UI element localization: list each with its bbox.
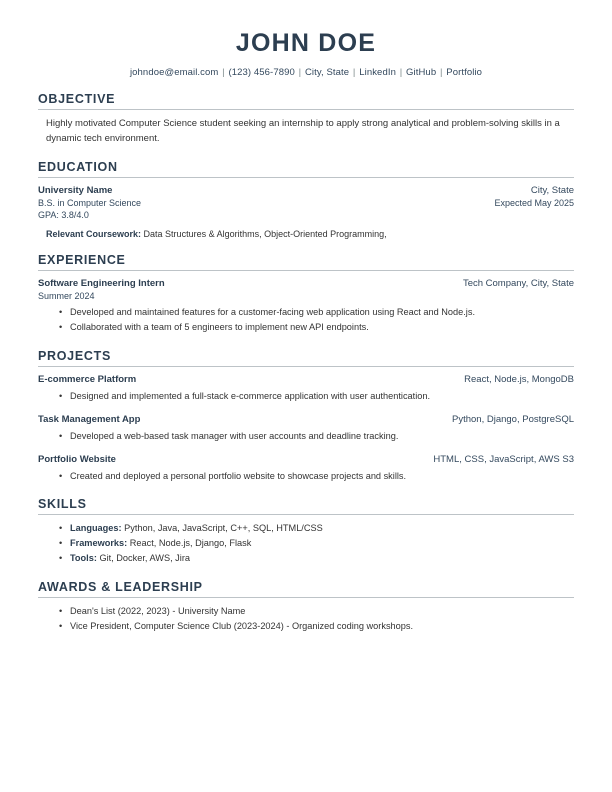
section-title-projects: PROJECTS — [38, 349, 574, 367]
list-item: • Vice President, Computer Science Club (2023-2024) - Organized coding workshops. — [70, 620, 574, 634]
experience-date: Summer 2024 — [38, 291, 95, 302]
section-skills — [38, 497, 574, 565]
section-awards — [38, 580, 574, 634]
skill-label: Tools: — [70, 553, 97, 564]
project-entry — [38, 454, 574, 484]
education-gpa: GPA: 3.8/4.0 — [38, 210, 89, 221]
education-school: University Name — [38, 185, 113, 197]
education-location: City, State — [530, 185, 574, 197]
list-item — [70, 522, 574, 536]
section-title-objective: OBJECTIVE — [38, 92, 574, 110]
contact-separator: | — [298, 67, 302, 78]
contact-separator: | — [439, 67, 443, 78]
project-tech: HTML, CSS, JavaScript, AWS S3 — [433, 453, 574, 465]
project-header-row — [38, 374, 574, 385]
contact-portfolio-link[interactable]: Portfolio — [446, 67, 483, 78]
contact-phone: (123) 456-7890 — [228, 67, 295, 78]
contact-separator: | — [399, 67, 403, 78]
contact-linkedin-link[interactable]: LinkedIn — [359, 67, 396, 78]
project-tech: Python, Django, PostgreSQL — [452, 413, 574, 425]
skill-label: Languages: — [70, 523, 122, 534]
list-item: • Designed and implemented a full-stack e-commerce application with user authentication. — [70, 390, 574, 404]
skill-value: React, Node.js, Django, Flask — [129, 538, 252, 549]
experience-entry — [38, 278, 574, 335]
contact-github-link[interactable]: GitHub — [406, 67, 437, 78]
education-coursework — [38, 229, 574, 239]
list-item: • Developed a web-based task manager with user accounts and deadline tracking. — [70, 430, 574, 444]
contact-email[interactable]: johndoe@email.com — [129, 67, 219, 78]
section-education — [38, 160, 574, 239]
list-item: • Collaborated with a team of 5 engineers to implement new API endpoints. — [70, 321, 574, 335]
objective-text: Highly motivated Computer Science student seeking an internship to apply strong analytical and problem-solving skills in a dynamic tech environment. — [46, 118, 560, 144]
list-item — [70, 552, 574, 566]
contact-line — [38, 67, 574, 78]
section-title-education: EDUCATION — [38, 160, 574, 178]
project-name: Portfolio Website — [38, 453, 116, 465]
project-name: E-commerce Platform — [38, 374, 137, 386]
project-bullets — [38, 470, 574, 484]
page-title: JOHN DOE — [235, 29, 377, 57]
project-tech: React, Node.js, MongoDB — [464, 374, 574, 386]
project-header-row — [38, 414, 574, 425]
section-projects — [38, 349, 574, 483]
experience-bullets — [38, 306, 574, 335]
project-entry — [38, 374, 574, 404]
education-date: Expected May 2025 — [494, 198, 574, 209]
section-title-awards: AWARDS & LEADERSHIP — [38, 580, 574, 598]
education-header-row — [38, 185, 574, 196]
project-bullets — [38, 430, 574, 444]
project-header-row — [38, 454, 574, 465]
experience-company: Tech Company, City, State — [462, 278, 574, 290]
coursework-value: Data Structures & Algorithms, Object-Oriented Programming, — [143, 229, 387, 240]
list-item: • Dean's List (2022, 2023) - University Name — [70, 605, 574, 619]
education-degree-row — [38, 198, 574, 208]
awards-list — [38, 605, 574, 634]
section-objective — [38, 92, 574, 146]
section-experience — [38, 253, 574, 335]
list-item — [70, 537, 574, 551]
contact-location: City, State — [304, 67, 350, 78]
skill-value: Git, Docker, AWS, Jira — [99, 553, 190, 564]
skill-value: Python, Java, JavaScript, C++, SQL, HTML/CSS — [124, 523, 323, 534]
skills-list — [38, 522, 574, 565]
contact-separator: | — [352, 67, 356, 78]
section-title-skills: SKILLS — [38, 497, 574, 515]
project-name: Task Management App — [38, 413, 141, 425]
project-entry — [38, 414, 574, 444]
experience-header-row — [38, 278, 574, 289]
contact-separator: | — [222, 67, 225, 78]
education-degree: B.S. in Computer Science — [38, 198, 142, 209]
list-item: • Developed and maintained features for a customer-facing web application using React and Node.js. — [70, 306, 574, 320]
coursework-label: Relevant Coursework: — [46, 229, 142, 240]
skill-label: Frameworks: — [70, 538, 128, 549]
section-title-experience: EXPERIENCE — [38, 253, 574, 271]
project-bullets — [38, 390, 574, 404]
experience-role: Software Engineering Intern — [38, 278, 165, 290]
education-entry — [38, 185, 574, 239]
list-item: • Created and deployed a personal portfolio website to showcase projects and skills. — [70, 470, 574, 484]
